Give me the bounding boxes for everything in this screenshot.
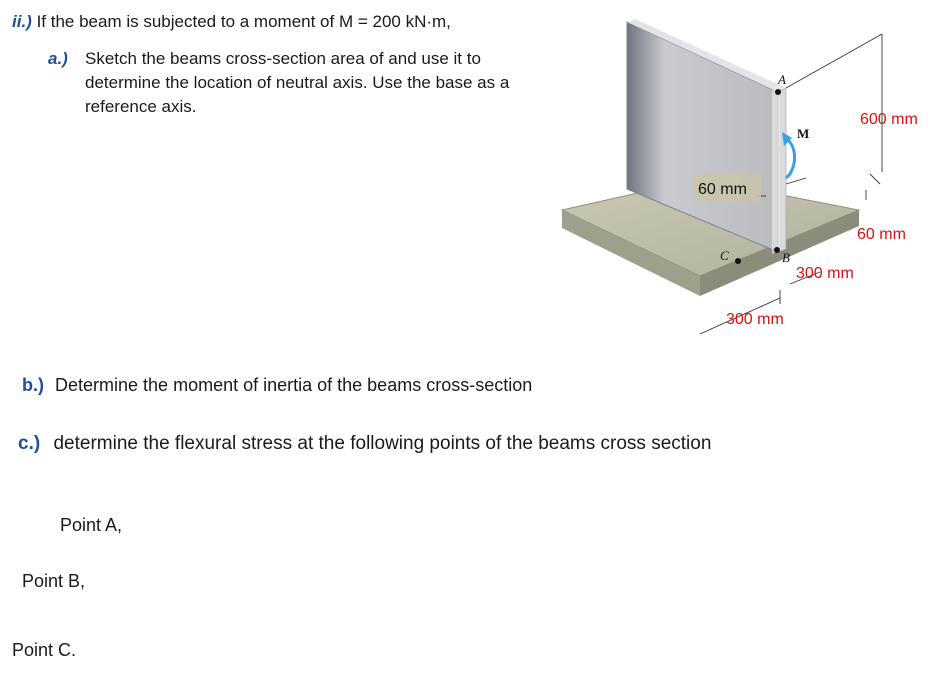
point-b-label: B — [782, 250, 790, 265]
point-a-marker — [775, 89, 781, 95]
t-beam-figure — [560, 14, 939, 344]
t-beam-drawing — [560, 14, 939, 344]
question-b — [22, 373, 532, 397]
dim-flange-half-right: 300 mm — [796, 265, 854, 282]
dim-flange-thickness: 60 mm — [857, 226, 906, 243]
dim-web-height: 600 mm — [860, 111, 918, 128]
question-a-label: a.) — [48, 49, 68, 68]
point-a-label: A — [778, 72, 786, 87]
dim-flange-half-front: 300 mm — [726, 311, 784, 328]
moment-label: M — [797, 126, 810, 141]
question-b-label: b.) — [22, 375, 44, 395]
point-b-marker — [774, 247, 780, 253]
question-c-text: determine the flexural stress at the following points of the beams cross section — [53, 433, 712, 454]
point-b-text: Point B, — [22, 571, 86, 591]
point-c-label: C — [720, 248, 729, 263]
question-a-line1: Sketch the beams cross-section area of and use it to — [85, 49, 481, 68]
question-a-line3: reference axis. — [85, 97, 197, 116]
question-a-line2: determine the location of neutral axis. Use the base as a — [85, 73, 510, 92]
question-ii — [12, 10, 451, 34]
question-ii-text: If the beam is subjected to a moment of M = 200 kN·m, — [36, 12, 451, 31]
point-a-text: Point A, — [60, 515, 123, 535]
question-b-text: Determine the moment of inertia of the beams cross-section — [55, 375, 533, 395]
point-c-marker — [735, 258, 741, 264]
question-c — [18, 432, 711, 456]
dim-web-thickness: 60 mm — [698, 181, 747, 198]
question-ii-label: ii.) — [12, 12, 32, 31]
point-c-text: Point C. — [12, 640, 77, 660]
question-c-label: c.) — [18, 433, 41, 454]
